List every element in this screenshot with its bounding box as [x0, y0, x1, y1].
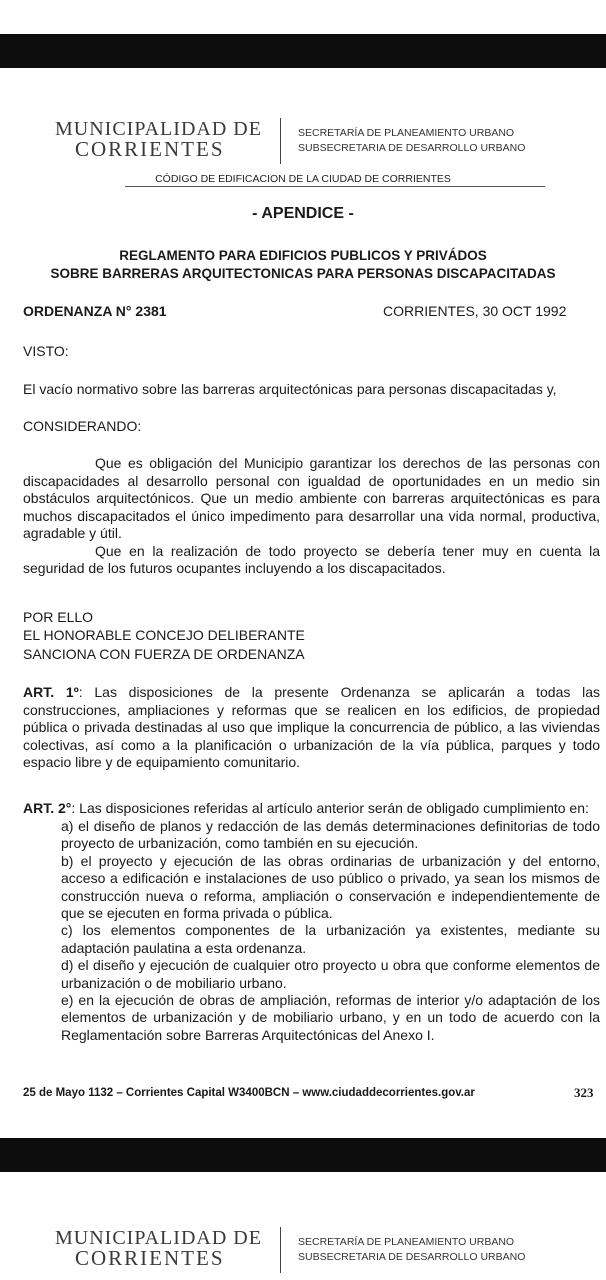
considerando-body	[23, 455, 600, 578]
next-page-header	[0, 1227, 606, 1277]
next-subsecretaria-label: SUBSECRETARIA DE DESARROLLO URBANO	[298, 1251, 526, 1263]
article-2-item-e: e) en la ejecución de obras de ampliación, reformas de interior y/o adaptación de los elementos de urbanización y de mobiliario urbano, y en un todo de acuerdo con la Reglamentación sobre Barreras Arquitectónicas del Anexo I.	[61, 992, 600, 1043]
regulation-title-line1: REGLAMENTO PARA EDIFICIOS PUBLICOS Y PRIVÁDOS	[119, 248, 487, 263]
article-2-items	[61, 818, 600, 1044]
next-secretaria-label: SECRETARÍA DE PLANEAMIENTO URBANO	[298, 1236, 515, 1248]
logo-line1: MUNICIPALIDAD DE	[55, 118, 262, 140]
article-2	[23, 800, 600, 818]
article-2-text: : Las disposiciones referidas al artículo anterior serán de obligado cumplimiento en:	[71, 800, 589, 816]
next-logo-line2: CORRIENTES	[75, 1246, 225, 1270]
article-2-item-c: c) los elementos componentes de la urbanización ya existentes, mediante su adaptación paulatina a esta ordenanza.	[61, 922, 600, 956]
top-margin	[0, 0, 606, 34]
top-black-band	[0, 34, 606, 68]
page-number: 323	[574, 1085, 594, 1100]
ordinance-number: ORDENANZA N° 2381	[23, 303, 167, 319]
code-title-rule	[125, 186, 545, 187]
next-logo-line1: MUNICIPALIDAD DE	[55, 1227, 262, 1249]
page-separator-band	[0, 1138, 606, 1172]
header-divider	[280, 118, 281, 164]
regulation-title-line2: SOBRE BARRERAS ARQUITECTONICAS PARA PERSONAS DISCAPACITADAS	[50, 266, 556, 281]
article-1-label: ART. 1º	[23, 684, 79, 700]
appendix-title: - APENDICE -	[252, 205, 354, 222]
visto-text: El vacío normativo sobre las barreras arquitectónicas para personas discapacitadas y,	[23, 381, 557, 397]
visto-label: VISTO:	[23, 343, 69, 359]
considerando-paragraph-2: Que en la realización de todo proyecto se debería tener muy en cuenta la seguridad de los futuros ocupantes incluyendo a los discapacitados.	[23, 542, 600, 576]
por-ello: POR ELLO	[23, 609, 94, 625]
code-title: CÓDIGO DE EDIFICACION DE LA CIUDAD DE CORRIENTES	[155, 173, 451, 185]
sanciona-line: SANCIONA CON FUERZA DE ORDENANZA	[23, 646, 305, 662]
page-footer: 25 de Mayo 1132 – Corrientes Capital W3400BCN – www.ciudaddecorrientes.gov.ar	[23, 1087, 475, 1099]
logo-line2: CORRIENTES	[75, 137, 225, 161]
article-2-item-d: d) el diseño y ejecución de cualquier otro proyecto u obra que conforme elementos de urbanización o de mobiliario urbano.	[61, 957, 600, 991]
next-header-divider	[280, 1227, 281, 1273]
place-date: CORRIENTES, 30 OCT 1992	[383, 303, 567, 319]
article-2-item-a: a) el diseño de planos y redacción de las demás determinaciones definitorias de todo proyecto de urbanización, como también en su ejecución.	[61, 818, 600, 852]
page-header	[0, 118, 606, 168]
considerando-label: CONSIDERANDO:	[23, 418, 142, 434]
article-1-text: : Las disposiciones de la presente Ordenanza se aplicarán a todas las construcciones, ampliaciones y reformas que se realicen en los edificios, de propiedad pública o privada destinadas al uso que implique la concurrencia de público, a las viviendas colectivas, así como a la planificación o urbanización de la vía pública, parques y todo espacio libre y de equipamiento comunitario.	[23, 684, 601, 770]
article-1	[23, 684, 600, 772]
subsecretaria-label: SUBSECRETARIA DE DESARROLLO URBANO	[298, 142, 526, 154]
article-2-item-b: b) el proyecto y ejecución de las obras ordinarias de urbanización y del entorno, acceso a edificación e instalaciones de uso público o privado, ya sean los mismos de construcción nueva o reforma, ampliación o conservación e independientemente de que se ejecuten en forma privada o pública.	[61, 852, 600, 922]
secretaria-label: SECRETARÍA DE PLANEAMIENTO URBANO	[298, 127, 515, 139]
considerando-paragraph-1: Que es obligación del Municipio garantizar los derechos de las personas con discapacidades al desarrollo personal con igualdad de oportunidades en un medio sin obstáculos arquitectónicos. Que un medio ambiente con barreras arquitectónicas es para muchos discapacitados el único impedimento para desarrollar una vida normal, productiva, agradable y útil.	[23, 455, 600, 541]
concejo-line: EL HONORABLE CONCEJO DELIBERANTE	[23, 627, 305, 643]
article-2-label: ART. 2°	[23, 800, 72, 816]
